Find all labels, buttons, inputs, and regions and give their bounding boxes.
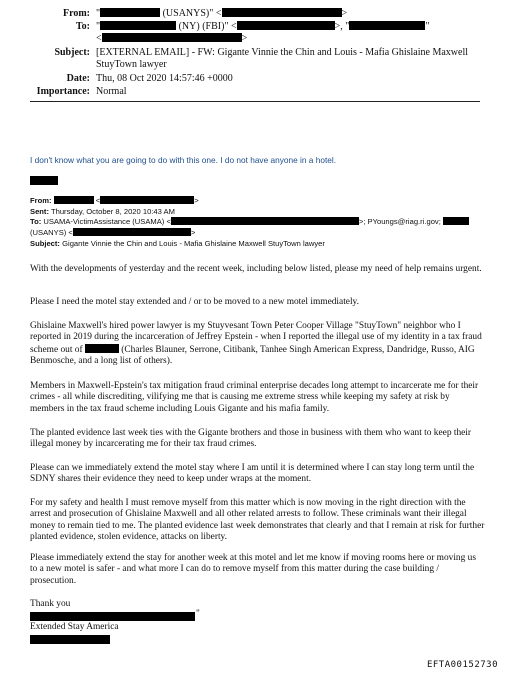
fwd-from-gt: > xyxy=(194,196,199,205)
body-paragraph-8: Please immediately extend the stay for another week at this motel and let me know if moving rooms here or moving us to a new motel is safer - and what more I can do to remove myself from this matter during the case building / prosecution. xyxy=(30,553,476,586)
fwd-to-row-2 xyxy=(30,228,195,238)
redaction-block xyxy=(73,228,191,236)
fwd-to-label: To: xyxy=(30,217,42,226)
redaction-block xyxy=(30,176,58,185)
forward-note: I don't know what you are going to do with this one. I do not have anyone in a hotel. xyxy=(30,155,337,165)
importance-value: Normal xyxy=(96,86,127,97)
header-subject-row xyxy=(10,47,490,71)
body-paragraph-3 xyxy=(30,321,485,368)
bates-number: EFTA00152730 xyxy=(426,660,498,670)
redaction-block xyxy=(171,217,359,225)
to-mid2-text: >, " xyxy=(334,21,350,32)
header-to-row-2 xyxy=(10,33,490,45)
signature-line: Extended Stay America xyxy=(30,622,119,632)
body-paragraph-1: With the developments of yesterday and the recent week, including below listed, please my need of help remains urgent. xyxy=(30,264,482,274)
subject-line-1: [EXTERNAL EMAIL] - FW: Gigante Vinnie the Chin and Louis - Mafia Ghislaine Maxwell xyxy=(96,47,469,58)
redaction-block xyxy=(30,635,110,644)
header-divider xyxy=(30,101,480,102)
redaction-block xyxy=(30,612,195,621)
redaction-block xyxy=(100,21,176,30)
email-header xyxy=(10,8,490,138)
header-from-row xyxy=(10,8,490,20)
from-label: From: xyxy=(62,8,90,19)
redaction-block xyxy=(102,33,242,42)
body-paragraph-2: Please I need the motel stay extended and / or to be moved to a new motel immediately. xyxy=(30,297,359,307)
fwd-to2-b: > xyxy=(190,228,196,237)
fwd-subject-label: Subject: xyxy=(30,239,60,248)
fwd-sent-value: Thursday, October 8, 2020 10:43 AM xyxy=(50,207,175,216)
body-paragraph-4: Members in Maxwell-Epstein's tax mitigation fraud criminal enterprise decades long attempt to incarcerate me for their crimes - all while discrediting, vilifying me that is causing me extreme stress while keeping my safety at risk by members in the tax fraud scheme including Louis Gigante and his mafia family. xyxy=(30,381,479,414)
fwd-from-row xyxy=(30,196,199,206)
fwd-sent-row xyxy=(30,207,175,217)
importance-label: Importance: xyxy=(36,86,90,97)
redaction-block xyxy=(349,21,425,30)
date-value: Thu, 08 Oct 2020 14:57:46 +0000 xyxy=(96,73,233,84)
to-quote: " xyxy=(96,21,101,32)
fwd-subject-row xyxy=(30,239,325,249)
fwd-from-label: From: xyxy=(30,196,52,205)
redaction-block xyxy=(85,344,119,353)
header-importance-row xyxy=(10,86,490,98)
signature-quote: " xyxy=(196,609,200,619)
body-paragraph-5: The planted evidence last week ties with the Gigante brothers and those in business with them who want to keep their illegal money by incarcerating me for their tax fraud crimes. xyxy=(30,428,472,450)
fwd-to-value: USAMA-VictimAssistance (USAMA) < xyxy=(43,217,171,226)
fwd-to2-a: (USANYS) < xyxy=(30,228,73,237)
redaction-block xyxy=(100,8,160,17)
body-paragraph-6: Please can we immediately extend the motel stay where I am until it is determined where I can stay long term until the SDNY shares their evidence they need to keep under wraps at the moment. xyxy=(30,463,475,485)
to-close: " xyxy=(425,21,430,32)
body-paragraph-7: For my safety and health I must remove myself from this matter which is now moving in the right direction with the arrest and prosecution of Ghislaine Maxwell and all other related arrests to follow. These criminals want their illegal money to remain tied to me. The planted evidence last week demonstrates that clearly and that I remain at risk for further planted evidence, stolen evidence, attacks on liberty. xyxy=(30,498,485,543)
to-label: To: xyxy=(75,21,90,32)
from-close: > xyxy=(341,8,348,19)
redaction-block xyxy=(222,8,342,17)
fwd-to-after: >; PYoungs@riag.ri.gov; xyxy=(358,217,441,226)
fwd-to-row xyxy=(30,217,469,227)
redaction-block xyxy=(54,196,94,204)
date-label: Date: xyxy=(66,73,90,84)
header-to-row xyxy=(10,21,490,33)
redaction-block xyxy=(100,196,194,204)
redaction-block xyxy=(237,21,335,30)
body-paragraph-3a: Ghislaine Maxwell's hired power lawyer is my Stuyvesant Town Peter Cooper Village "StuyTown" neighbor who I reported in 2019 during the incarceration of Jeffrey Epstein - when I reported the illegal use of my identity in a tax fraud scheme out of xyxy=(30,321,482,355)
to2-close: > xyxy=(241,33,248,44)
fwd-sent-label: Sent: xyxy=(30,207,49,216)
from-quote: " xyxy=(96,8,101,19)
from-mid-text: (USANYS)" < xyxy=(160,8,222,19)
body-paragraph-3b: (Charles Blauner, Serrone, Citibank, Tanhee Singh American Express, Dandridge, Russo, AIG Benmosche, and a long list of others). xyxy=(30,344,475,367)
fwd-subject-value: Gigante Vinnie the Chin and Louis - Mafia Ghislaine Maxwell StuyTown lawyer xyxy=(62,239,325,248)
redaction-block xyxy=(443,217,469,225)
to2-open: < xyxy=(96,33,102,44)
fwd-from-lt: < xyxy=(95,196,101,205)
header-date-row xyxy=(10,73,490,85)
subject-line-2: StuyTown lawyer xyxy=(96,59,167,70)
to-mid-text: (NY) (FBI)" < xyxy=(176,21,237,32)
subject-label: Subject: xyxy=(54,47,90,58)
closing-text: Thank you xyxy=(30,599,71,609)
